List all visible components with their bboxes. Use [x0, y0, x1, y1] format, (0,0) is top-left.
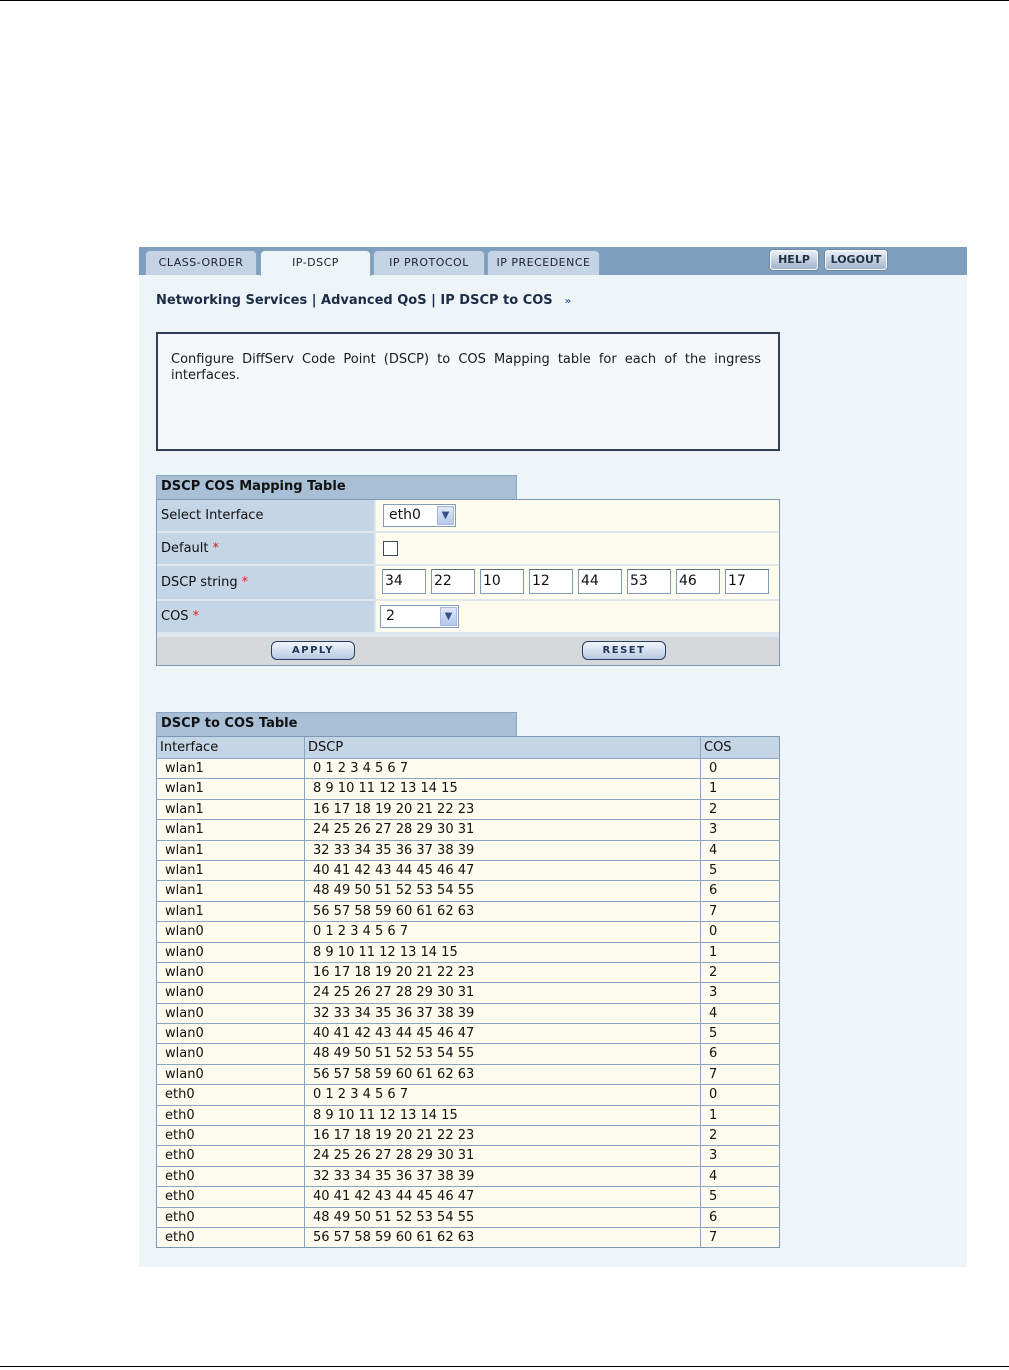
cell-cos: 6: [709, 1046, 718, 1062]
cell-interface: eth0: [165, 1148, 195, 1164]
default-row: [157, 533, 779, 566]
required-mark: *: [192, 609, 200, 624]
table-row: [157, 901, 779, 921]
cell-dscp: 8 9 10 11 12 13 14 15: [313, 944, 458, 960]
cell-interface: wlan0: [165, 985, 204, 1001]
cell-dscp: 32 33 34 35 36 37 38 39: [313, 842, 475, 858]
cell-interface: wlan0: [165, 1046, 204, 1062]
table-row: [157, 799, 779, 819]
cell-dscp: 40 41 42 43 44 45 46 47: [313, 1026, 475, 1042]
cell-interface: wlan1: [165, 883, 204, 899]
chevron-down-icon[interactable]: ▼: [437, 506, 454, 525]
tab-bar: [139, 247, 967, 275]
column-divider: [700, 737, 701, 1247]
form-button-row: [157, 637, 779, 665]
cell-interface: wlan0: [165, 1026, 204, 1042]
select-interface-row: [157, 500, 779, 533]
tab-ip-precedence[interactable]: IP PRECEDENCE: [487, 250, 600, 275]
dscp-input-7[interactable]: 46: [676, 569, 720, 594]
dscp-input-3[interactable]: 10: [480, 569, 524, 594]
page-bottom-rule: [0, 1366, 1009, 1367]
cell-dscp: 8 9 10 11 12 13 14 15: [313, 1107, 458, 1123]
header-dscp: DSCP: [308, 740, 344, 755]
cell-interface: wlan1: [165, 761, 204, 776]
reset-button[interactable]: RESET: [582, 641, 666, 660]
cell-cos: 4: [709, 1005, 718, 1021]
table-row: [157, 982, 779, 1002]
cell-cos: 7: [709, 903, 718, 919]
breadcrumb-arrows-icon: »: [564, 296, 572, 307]
cos-table-title: DSCP to COS Table: [156, 712, 517, 736]
cell-dscp: 56 57 58 59 60 61 62 63: [313, 1066, 475, 1082]
table-row: [157, 1084, 779, 1104]
dscp-input-5[interactable]: 44: [578, 569, 622, 594]
dscp-input-8[interactable]: 17: [725, 569, 769, 594]
cell-dscp: 0 1 2 3 4 5 6 7: [313, 924, 409, 940]
table-header: [157, 737, 779, 758]
cell-cos: 5: [709, 862, 718, 878]
dscp-string-row: [157, 566, 779, 601]
cell-dscp: 32 33 34 35 36 37 38 39: [313, 1005, 475, 1021]
cell-cos: 0: [709, 924, 718, 940]
cell-dscp: 24 25 26 27 28 29 30 31: [313, 1148, 475, 1164]
cell-cos: 7: [709, 1066, 718, 1082]
cell-cos: 1: [709, 781, 718, 797]
table-row: [157, 1186, 779, 1206]
cell-dscp: 0 1 2 3 4 5 6 7: [313, 1087, 409, 1103]
cell-dscp: 40 41 42 43 44 45 46 47: [313, 862, 475, 878]
header-cos: COS: [704, 740, 732, 755]
table-row: [157, 860, 779, 880]
cell-interface: wlan1: [165, 822, 204, 838]
cell-interface: wlan1: [165, 801, 204, 817]
chevron-down-icon[interactable]: ▼: [440, 607, 457, 626]
cell-cos: 5: [709, 1189, 718, 1205]
dscp-input-1[interactable]: 34: [382, 569, 426, 594]
select-interface-label: Select Interface: [157, 500, 374, 531]
table-row: [157, 758, 779, 778]
cell-cos: 0: [709, 1087, 718, 1103]
cell-interface: wlan0: [165, 1066, 204, 1082]
column-divider: [304, 737, 305, 1247]
description-box: [156, 332, 780, 451]
cell-dscp: 48 49 50 51 52 53 54 55: [313, 1046, 475, 1062]
cell-interface: eth0: [165, 1087, 195, 1103]
description-text: Configure DiffServ Code Point (DSCP) to COS Mapping table for each of the ingress interfaces.: [171, 352, 761, 383]
page-top-rule: [0, 0, 1009, 1]
cell-dscp: 48 49 50 51 52 53 54 55: [313, 1209, 475, 1225]
cos-label: COS *: [157, 601, 374, 632]
table-row: [157, 1043, 779, 1063]
cell-cos: 7: [709, 1229, 718, 1245]
apply-button[interactable]: APPLY: [271, 641, 355, 660]
cell-cos: 1: [709, 1107, 718, 1123]
mapping-form: [156, 499, 780, 666]
required-mark: *: [241, 575, 249, 590]
logout-button[interactable]: LOGOUT: [825, 250, 887, 270]
cell-interface: eth0: [165, 1229, 195, 1245]
dscp-input-2[interactable]: 22: [431, 569, 475, 594]
cell-cos: 6: [709, 883, 718, 899]
table-row: [157, 962, 779, 982]
table-row: [157, 1125, 779, 1145]
cell-interface: eth0: [165, 1209, 195, 1225]
cell-interface: eth0: [165, 1168, 195, 1184]
cell-interface: wlan1: [165, 862, 204, 878]
table-row: [157, 942, 779, 962]
cell-interface: wlan1: [165, 781, 204, 797]
table-row: [157, 1064, 779, 1084]
cell-cos: 4: [709, 842, 718, 858]
app-window: [139, 247, 967, 1267]
cell-dscp: 24 25 26 27 28 29 30 31: [313, 985, 475, 1001]
cell-dscp: 40 41 42 43 44 45 46 47: [313, 1189, 475, 1205]
table-row: [157, 1207, 779, 1227]
cell-cos: 0: [709, 761, 718, 776]
table-row: [157, 880, 779, 900]
table-row: [157, 1003, 779, 1023]
default-label: Default *: [157, 533, 374, 564]
tab-ip-protocol[interactable]: IP PROTOCOL: [373, 250, 485, 275]
cell-dscp: 32 33 34 35 36 37 38 39: [313, 1168, 475, 1184]
table-row: [157, 778, 779, 798]
cell-dscp: 56 57 58 59 60 61 62 63: [313, 903, 475, 919]
cell-dscp: 8 9 10 11 12 13 14 15: [313, 781, 458, 797]
dscp-cos-table: [156, 736, 780, 1248]
cell-cos: 2: [709, 1128, 718, 1144]
table-row: [157, 819, 779, 839]
cell-interface: eth0: [165, 1189, 195, 1205]
cell-cos: 6: [709, 1209, 718, 1225]
header-interface: Interface: [160, 740, 219, 755]
cell-dscp: 16 17 18 19 20 21 22 23: [313, 964, 475, 980]
cell-dscp: 56 57 58 59 60 61 62 63: [313, 1229, 475, 1245]
default-checkbox[interactable]: [383, 541, 398, 556]
cell-cos: 2: [709, 801, 718, 817]
cos-select[interactable]: 2 ▼: [380, 605, 459, 628]
table-row: [157, 1105, 779, 1125]
cell-dscp: 24 25 26 27 28 29 30 31: [313, 822, 475, 838]
dscp-string-label: DSCP string *: [157, 566, 374, 599]
cell-interface: wlan0: [165, 924, 204, 940]
breadcrumb: [156, 293, 571, 308]
cell-cos: 3: [709, 822, 718, 838]
cell-dscp: 48 49 50 51 52 53 54 55: [313, 883, 475, 899]
required-mark: *: [212, 541, 219, 556]
cell-interface: wlan1: [165, 842, 204, 858]
cos-row: [157, 601, 779, 634]
cell-interface: eth0: [165, 1107, 195, 1123]
tab-class-order[interactable]: CLASS-ORDER: [145, 250, 257, 275]
cell-cos: 3: [709, 1148, 718, 1164]
cell-cos: 2: [709, 964, 718, 980]
cell-dscp: 16 17 18 19 20 21 22 23: [313, 801, 475, 817]
cell-interface: eth0: [165, 1128, 195, 1144]
table-row: [157, 921, 779, 941]
mapping-table-title: DSCP COS Mapping Table: [156, 475, 517, 499]
cell-interface: wlan1: [165, 903, 204, 919]
help-button[interactable]: HELP: [770, 250, 818, 270]
cell-dscp: 0 1 2 3 4 5 6 7: [313, 761, 409, 776]
cell-interface: wlan0: [165, 944, 204, 960]
dscp-input-6[interactable]: 53: [627, 569, 671, 594]
cell-interface: wlan0: [165, 1005, 204, 1021]
cell-cos: 4: [709, 1168, 718, 1184]
table-row: [157, 1227, 779, 1247]
dscp-input-4[interactable]: 12: [529, 569, 573, 594]
interface-select[interactable]: eth0 ▼: [383, 504, 456, 527]
cell-cos: 5: [709, 1026, 718, 1042]
cell-cos: 1: [709, 944, 718, 960]
cell-cos: 3: [709, 985, 718, 1001]
table-row: [157, 1166, 779, 1186]
tab-ip-dscp[interactable]: IP-DSCP: [260, 250, 371, 276]
table-row: [157, 1145, 779, 1165]
cell-interface: wlan0: [165, 964, 204, 980]
breadcrumb-text: Networking Services | Advanced QoS | IP DSCP to COS: [156, 293, 553, 308]
table-row: [157, 1023, 779, 1043]
table-row: [157, 840, 779, 860]
cell-dscp: 16 17 18 19 20 21 22 23: [313, 1128, 475, 1144]
